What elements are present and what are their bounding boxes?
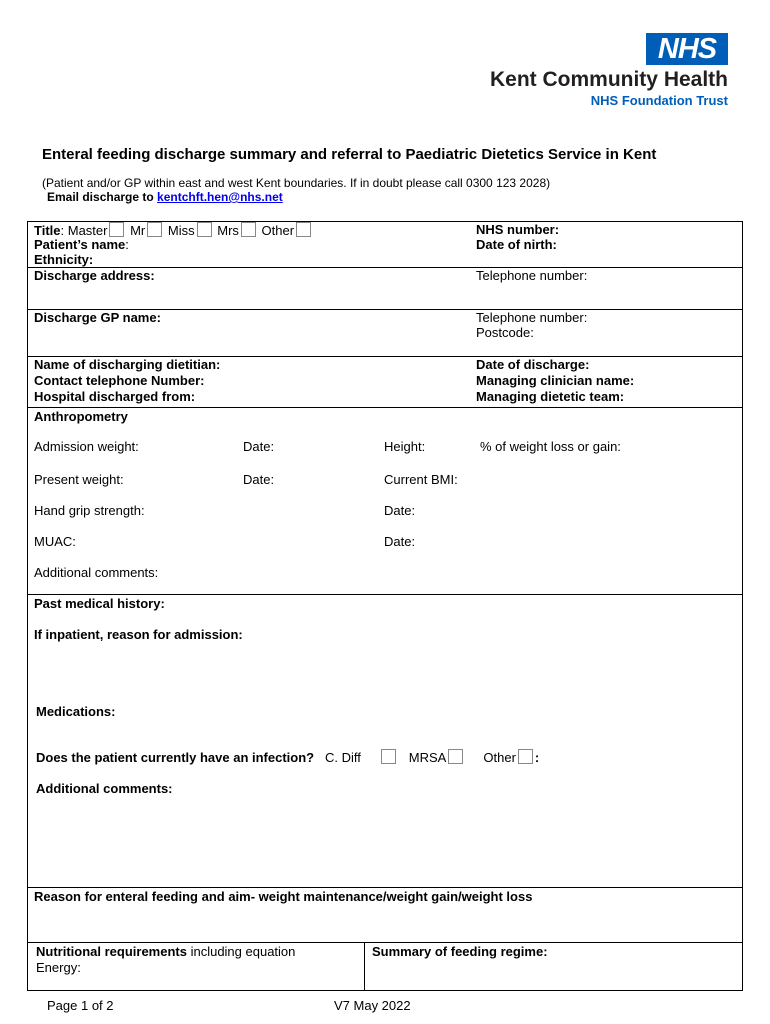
title-option-mrs: Mrs <box>217 223 239 238</box>
version-label: V7 May 2022 <box>334 998 411 1013</box>
checkbox-mrs[interactable] <box>241 222 256 237</box>
telephone-label: Telephone number: <box>476 268 588 283</box>
gp-name-label: Discharge GP name: <box>34 310 161 325</box>
hospital-label: Hospital discharged from: <box>34 389 196 404</box>
email-link[interactable]: kentchft.hen@nhs.net <box>157 190 283 204</box>
patient-name-label: Patient’s name <box>34 237 126 252</box>
hand-grip-label: Hand grip strength: <box>34 503 145 518</box>
checkbox-mrsa[interactable] <box>448 749 463 764</box>
date-discharge-label: Date of discharge: <box>476 357 590 372</box>
gp-telephone-label: Telephone number: <box>476 310 588 325</box>
present-weight-label: Present weight: <box>34 472 124 487</box>
infection-option-cdiff: C. Diff <box>324 750 361 765</box>
nutritional-requirements <box>36 944 295 959</box>
page-number: Page 1 of 2 <box>47 998 114 1013</box>
title-option-miss: Miss <box>167 223 195 238</box>
enteral-reason-label: Reason for enteral feeding and aim- weight maintenance/weight gain/weight loss <box>34 889 533 904</box>
current-bmi-label: Current BMI: <box>384 472 458 487</box>
discharge-address-label: Discharge address: <box>34 268 155 283</box>
inpatient-reason-label: If inpatient, reason for admission: <box>34 627 243 642</box>
divider <box>27 407 743 408</box>
nutritional-req-bold: Nutritional requirements <box>36 944 187 959</box>
title-option-master: Master <box>67 223 108 238</box>
present-date-label: Date: <box>243 472 275 487</box>
team-label: Managing dietetic team: <box>476 389 625 404</box>
clinician-label: Managing clinician name: <box>476 373 635 388</box>
admission-weight-label: Admission weight: <box>34 439 139 454</box>
intro-text: (Patient and/or GP within east and west Kent boundaries. If in doubt please call 0300 123 2028) <box>42 176 551 190</box>
anthro-comments-label: Additional comments: <box>34 565 159 580</box>
document-title: Enteral feeding discharge summary and referral to Paediatric Dietetics Service in Kent <box>42 146 657 163</box>
infection-option-other: Other <box>483 750 516 765</box>
title-option-other: Other <box>261 223 295 238</box>
column-divider <box>364 942 365 990</box>
feeding-summary-label: Summary of feeding regime: <box>372 944 548 959</box>
infection-question: Does the patient currently have an infection? <box>36 750 315 765</box>
title-option-mr: Mr <box>130 223 146 238</box>
divider <box>27 942 743 943</box>
height-label: Height: <box>384 439 426 454</box>
history-comments-label: Additional comments: <box>36 781 173 796</box>
ethnicity-label: Ethnicity: <box>34 252 94 267</box>
title-options: Title: Master Mr Miss Mrs Other <box>34 222 313 238</box>
past-medical-label: Past medical history: <box>34 596 165 611</box>
email-line <box>47 190 283 204</box>
nutritional-req-rest: including equation <box>186 944 296 959</box>
table-border-bottom <box>27 990 743 991</box>
divider <box>27 887 743 888</box>
checkbox-master[interactable] <box>109 222 124 237</box>
checkbox-mr[interactable] <box>147 222 162 237</box>
nhs-number-label: NHS number: <box>476 222 560 237</box>
divider <box>27 594 743 595</box>
postcode-label: Postcode: <box>476 325 534 340</box>
dietitian-label: Name of discharging dietitian: <box>34 357 221 372</box>
energy-label: Energy: <box>36 960 81 975</box>
dob-label: Date of nirth: <box>476 237 557 252</box>
muac-label: MUAC: <box>34 534 76 549</box>
table-border-left <box>27 221 28 991</box>
table-border-right <box>742 221 743 991</box>
email-prefix: Email discharge to <box>47 190 154 204</box>
checkbox-cdiff[interactable] <box>381 749 396 764</box>
medications-label: Medications: <box>36 704 116 719</box>
infection-option-mrsa: MRSA <box>408 750 447 765</box>
infection-colon: : <box>534 750 540 765</box>
title-label: Title <box>34 223 61 238</box>
org-subtitle: NHS Foundation Trust <box>590 93 728 108</box>
hand-grip-date-label: Date: <box>384 503 416 518</box>
admission-date-label: Date: <box>243 439 275 454</box>
org-name: Kent Community Health <box>489 68 728 91</box>
checkbox-infection-other[interactable] <box>518 749 533 764</box>
checkbox-miss[interactable] <box>197 222 212 237</box>
nhs-logo: NHS <box>646 33 728 65</box>
weight-change-label: % of weight loss or gain: <box>480 439 621 454</box>
anthropometry-heading: Anthropometry <box>34 409 128 424</box>
contact-tel-label: Contact telephone Number: <box>34 373 205 388</box>
patient-name-row: Patient’s name: <box>34 237 129 252</box>
infection-row <box>36 749 539 765</box>
checkbox-other[interactable] <box>296 222 311 237</box>
muac-date-label: Date: <box>384 534 416 549</box>
